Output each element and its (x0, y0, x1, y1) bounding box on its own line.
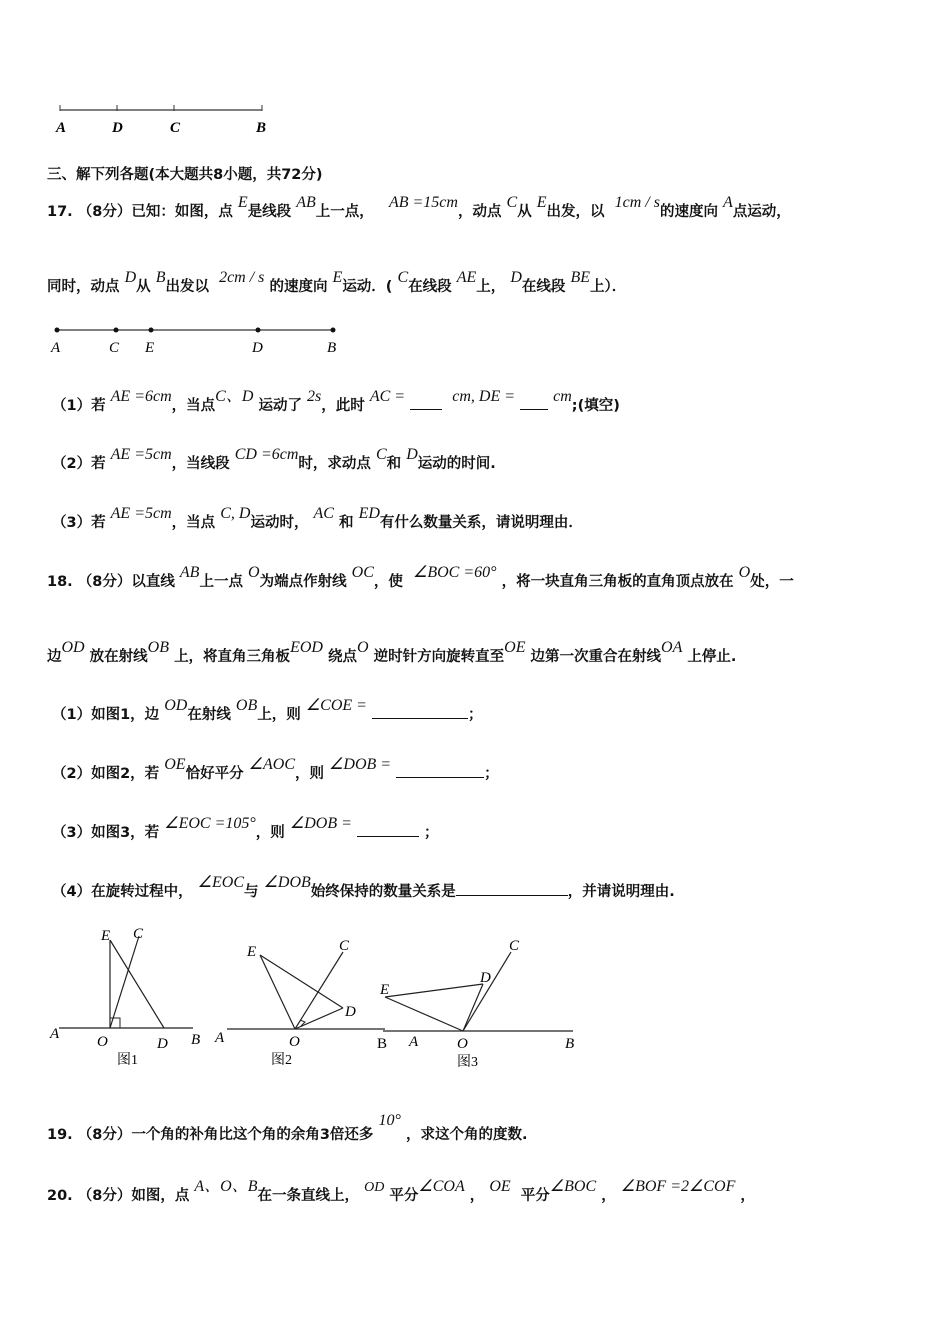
label-e: E (145, 340, 155, 356)
ray-oc (463, 952, 511, 1031)
label-a: A (56, 120, 67, 136)
q18-figures (45, 922, 585, 1072)
q19-score: （8分） (77, 1127, 132, 1143)
svg-text:D: D (345, 1004, 356, 1020)
q20: 20. （8分）如图，点 A、O、B在一条直线上， OD 平分∠COA ， OE 平分∠BOC ， ∠BOF =2∠COF ， (47, 1178, 755, 1204)
label-b: B (256, 120, 267, 136)
answer-blank-relation[interactable] (456, 881, 568, 896)
point-a (55, 328, 60, 333)
svg-text:A: A (50, 1026, 60, 1042)
svg-text:C: C (339, 938, 350, 954)
q19-number: 19. (47, 1127, 73, 1143)
svg-text:C: C (509, 938, 520, 954)
q18-line2: 边OD 放在射线OB 上，将直角三角板EOD 绕点O 逆时针方向旋转直至OE 边第一次重合在射线OA 上停止. (47, 639, 737, 665)
q18-part2: （2）如图2，若 OE恰好平分 ∠AOC，则 ∠DOB = ； (52, 756, 499, 782)
q17-score: （8分） (77, 204, 132, 220)
q19: 19. （8分）一个角的补角比这个角的余角3倍还多 10° ，求这个角的度数. (47, 1112, 528, 1143)
q17-number: 17. (47, 204, 73, 220)
q17-part2: （2）若 AE =5cm，当线段 CD =6cm时，求动点 C和 D运动的时间. (52, 446, 496, 472)
q17-part1: （1）若 AE =6cm，当点C、D 运动了 2s，此时 AC = cm, DE = cm;(填空) (52, 388, 620, 414)
svg-text:图1: 图1 (117, 1053, 138, 1068)
ray-od (463, 984, 483, 1031)
q18-part1: （1）如图1，边 OD在射线 OB上，则 ∠COE = ； (52, 697, 483, 723)
svg-text:O: O (289, 1034, 300, 1050)
svg-text:O: O (97, 1034, 108, 1050)
label-d: D (252, 340, 263, 356)
svg-text:D: D (480, 970, 491, 986)
q17-segment-figure (45, 320, 345, 360)
label-c: C (109, 340, 120, 356)
q18-part3: （3）如图3，若 ∠EOC =105°，则 ∠DOB = ； (52, 815, 439, 841)
point-d (256, 328, 261, 333)
q18-number: 18. (47, 574, 73, 590)
label-c: C (170, 120, 181, 136)
ray-oc (110, 936, 139, 1028)
svg-text:D: D (157, 1036, 168, 1052)
svg-text:B: B (377, 1036, 388, 1052)
section-header: 三、解下列各题(本大题共8小题，共72分) (47, 167, 323, 183)
q20-number: 20. (47, 1188, 73, 1204)
figure-2 (214, 938, 390, 1068)
label-b: B (327, 340, 337, 356)
svg-text:C: C (133, 926, 144, 942)
svg-text:E: E (101, 928, 111, 944)
q18-score: （8分） (77, 574, 132, 590)
label-a: A (51, 340, 61, 356)
svg-text:A: A (215, 1030, 225, 1046)
answer-blank-dob-3[interactable] (357, 822, 419, 837)
point-b (331, 328, 336, 333)
figure-1 (49, 926, 200, 1068)
answer-blank-dob-2[interactable] (396, 763, 484, 778)
q18-part4: （4）在旋转过程中， ∠EOC与 ∠DOB始终保持的数量关系是 ，并请说明理由. (52, 874, 675, 900)
svg-text:E: E (247, 944, 257, 960)
hypotenuse-ed (110, 940, 164, 1028)
answer-blank-de[interactable] (520, 395, 548, 410)
ray-oc (295, 952, 343, 1029)
point-c (114, 328, 119, 333)
q18-line1: 18. （8分）以直线 AB上一点 O为端点作射线 OC，使 ∠BOC =60° ，将一块直角三角板的直角顶点放在 O处，一 (47, 564, 794, 590)
q17-part3: （3）若 AE =5cm，当点 C, D运动时， AC 和 ED有什么数量关系，请说明理由． (52, 505, 583, 531)
answer-blank-coe[interactable] (372, 704, 468, 719)
svg-text:A: A (409, 1034, 419, 1050)
svg-text:图3: 图3 (457, 1055, 478, 1070)
hypotenuse-ed (385, 984, 483, 997)
top-segment-figure (50, 98, 280, 138)
point-e (149, 328, 154, 333)
ray-oe (385, 997, 463, 1031)
figure-3 (379, 938, 574, 1070)
svg-text:B: B (191, 1032, 201, 1048)
svg-text:图2: 图2 (271, 1053, 292, 1068)
q17-line2: 同时，动点 D从 B出发以 2cm / s 的速度向 E运动．( C在线段 AE上， D在线段 BE上）． (47, 269, 627, 295)
answer-blank-ac[interactable] (410, 395, 442, 410)
q20-score: （8分） (77, 1188, 132, 1204)
svg-text:E: E (380, 982, 390, 998)
svg-text:B: B (565, 1036, 575, 1052)
q17-line1: 17. （8分）已知：如图，点 E是线段 AB上一点， AB =15cm，动点 C从 E出发，以 1cm / s的速度向 A点运动， (47, 194, 791, 220)
svg-text:O: O (457, 1036, 468, 1052)
label-d: D (112, 120, 123, 136)
